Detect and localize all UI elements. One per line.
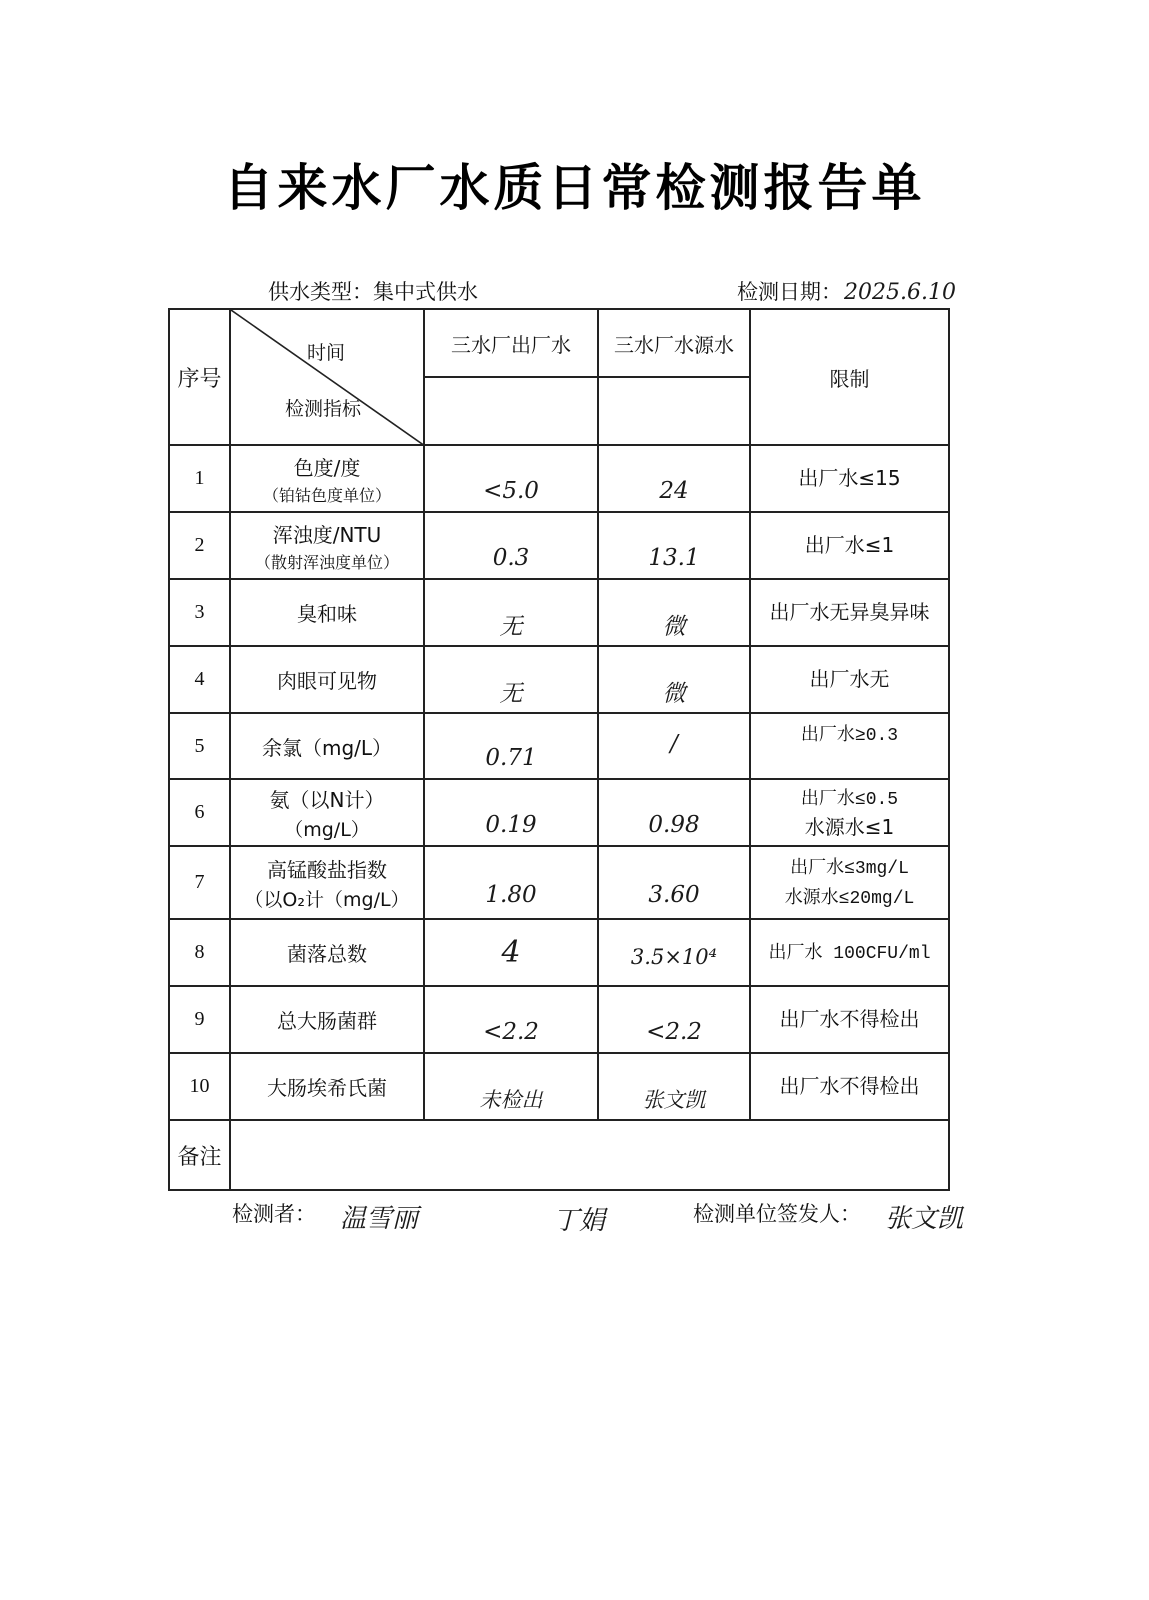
handwritten-value: 无 xyxy=(499,681,523,707)
diagonal-line-icon xyxy=(231,310,424,445)
table-row xyxy=(169,846,949,919)
handwritten-value: <2.2 xyxy=(483,1018,539,1045)
value-source xyxy=(598,986,750,1053)
row-number: 2 xyxy=(169,512,230,579)
value-outlet xyxy=(424,1053,598,1120)
indicator-cell xyxy=(230,713,424,779)
limit-line: 出厂水不得检出 xyxy=(779,1007,920,1031)
limit-cell xyxy=(750,1053,949,1120)
indicator-cell xyxy=(230,986,424,1053)
limit-line: 出厂水≤0.5 xyxy=(800,790,899,810)
limit-line: 出厂水≥0.3 xyxy=(800,726,899,746)
limit-cell xyxy=(750,779,949,846)
handwritten-value: 4 xyxy=(501,935,521,970)
row-number: 6 xyxy=(169,779,230,846)
table-row xyxy=(169,512,949,579)
handwritten-value: 未检出 xyxy=(479,1087,543,1112)
value-outlet xyxy=(424,846,598,919)
indicator-name: 色度/度 xyxy=(293,455,361,480)
date-value: 2025.6.10 xyxy=(844,280,956,305)
indicator-cell xyxy=(230,646,424,713)
table-row xyxy=(169,646,949,713)
handwritten-value: 0.98 xyxy=(648,811,700,838)
indicator-name: 总大肠菌群 xyxy=(277,1009,377,1033)
limit-cell xyxy=(750,646,949,713)
limit-line: 出厂水 100CFU/ml xyxy=(768,943,931,964)
handwritten-value: / xyxy=(670,731,678,757)
row-number: 1 xyxy=(169,445,230,512)
indicator-cell xyxy=(230,779,424,846)
tester-label: 检测者： xyxy=(232,1202,316,1226)
value-source xyxy=(598,445,750,512)
table-row xyxy=(169,1053,949,1120)
indicator-cell xyxy=(230,579,424,646)
limit-cell xyxy=(750,919,949,986)
date-label: 检测日期： xyxy=(737,280,842,304)
row-number: 10 xyxy=(169,1053,230,1120)
value-source xyxy=(598,1053,750,1120)
report-title: 自来水厂水质日常检测报告单 xyxy=(223,159,926,217)
limit-line: 水源水≤1 xyxy=(804,815,895,839)
limit-cell xyxy=(750,846,949,919)
indicator-sub: （散射浑浊度单位） xyxy=(254,552,399,572)
row-number: 9 xyxy=(169,986,230,1053)
header-time: 时间 xyxy=(307,342,346,364)
value-outlet xyxy=(424,713,598,779)
inspection-date xyxy=(737,276,956,306)
limit-cell xyxy=(750,445,949,512)
remarks-content xyxy=(230,1120,949,1190)
limit-line: 出厂水无异臭异味 xyxy=(769,600,930,624)
tester-signature-2: 丁娟 xyxy=(553,1206,606,1236)
header-indicator: 检测指标 xyxy=(285,398,362,420)
indicator-sub: （铂钴色度单位） xyxy=(262,485,391,505)
indicator-sub: （mg/L） xyxy=(284,818,370,841)
row-number: 4 xyxy=(169,646,230,713)
row-number: 8 xyxy=(169,919,230,986)
indicator-name: 菌落总数 xyxy=(287,942,367,966)
limit-cell xyxy=(750,986,949,1053)
value-source xyxy=(598,579,750,646)
indicator-cell xyxy=(230,1053,424,1120)
header-col1: 三水厂出厂水 xyxy=(424,309,598,377)
table-row xyxy=(169,579,949,646)
indicator-cell xyxy=(230,919,424,986)
indicator-cell xyxy=(230,846,424,919)
value-source xyxy=(598,779,750,846)
indicator-name: 氨（以N计） xyxy=(269,787,385,812)
issuer-label: 检测单位签发人： xyxy=(693,1202,861,1226)
value-outlet xyxy=(424,779,598,846)
limit-line: 水源水≤20mg/L xyxy=(784,888,915,909)
indicator-cell xyxy=(230,512,424,579)
handwritten-value: 微 xyxy=(662,681,686,707)
handwritten-value: 无 xyxy=(499,614,523,640)
handwritten-value: 3.5×10⁴ xyxy=(630,944,718,969)
header-col2: 三水厂水源水 xyxy=(598,309,750,377)
value-source xyxy=(598,512,750,579)
value-outlet xyxy=(424,646,598,713)
value-outlet xyxy=(424,579,598,646)
table-row xyxy=(169,779,949,846)
row-number: 7 xyxy=(169,846,230,919)
limit-cell xyxy=(750,713,949,779)
header-col2-blank xyxy=(598,377,750,445)
remarks-row xyxy=(169,1120,949,1190)
limit-line: 出厂水无 xyxy=(809,667,890,691)
limit-line: 出厂水≤1 xyxy=(804,533,895,557)
indicator-name: 高锰酸盐指数 xyxy=(267,857,387,882)
table-row xyxy=(169,713,949,779)
indicator-name: 臭和味 xyxy=(297,602,357,626)
limit-cell xyxy=(750,512,949,579)
supply-type: 供水类型：集中式供水 xyxy=(268,280,478,304)
row-number: 3 xyxy=(169,579,230,646)
handwritten-value: 24 xyxy=(659,477,689,504)
header-limit: 限制 xyxy=(750,309,949,445)
header-seq: 序号 xyxy=(169,309,230,445)
limit-line: 出厂水≤3mg/L xyxy=(790,858,909,879)
handwritten-value: 0.19 xyxy=(485,811,537,838)
limit-line: 出厂水不得检出 xyxy=(779,1074,920,1098)
indicator-cell xyxy=(230,445,424,512)
handwritten-value: 张文凯 xyxy=(642,1087,706,1112)
value-outlet xyxy=(424,986,598,1053)
value-source xyxy=(598,919,750,986)
value-outlet xyxy=(424,445,598,512)
handwritten-value: <5.0 xyxy=(483,477,539,504)
table-row xyxy=(169,445,949,512)
limit-line: 出厂水≤15 xyxy=(798,466,901,490)
handwritten-value: 13.1 xyxy=(648,544,700,571)
value-source xyxy=(598,846,750,919)
handwritten-value: 0.71 xyxy=(485,745,537,771)
handwritten-value: 1.80 xyxy=(485,881,537,908)
indicator-sub: （以O₂计（mg/L） xyxy=(244,888,410,911)
indicator-name: 肉眼可见物 xyxy=(277,669,377,693)
header-diagonal-cell xyxy=(230,309,424,445)
indicator-name: 大肠埃希氏菌 xyxy=(267,1076,387,1100)
table-row xyxy=(169,986,949,1053)
tester-signature-1: 温雪丽 xyxy=(340,1204,419,1234)
header-col1-blank xyxy=(424,377,598,445)
value-outlet xyxy=(424,512,598,579)
indicator-name: 余氯（mg/L） xyxy=(261,735,393,760)
row-number: 5 xyxy=(169,713,230,779)
value-source xyxy=(598,646,750,713)
handwritten-value: <2.2 xyxy=(646,1018,702,1045)
report-table xyxy=(168,308,950,1191)
indicator-name: 浑浊度/NTU xyxy=(272,522,382,547)
value-outlet xyxy=(424,919,598,986)
table-row xyxy=(169,919,949,986)
remarks-label: 备注 xyxy=(169,1120,230,1190)
handwritten-value: 0.3 xyxy=(492,544,530,571)
value-source xyxy=(598,713,750,779)
handwritten-value: 3.60 xyxy=(648,881,700,908)
issuer-signature: 张文凯 xyxy=(885,1204,964,1234)
limit-cell xyxy=(750,579,949,646)
handwritten-value: 微 xyxy=(662,614,686,640)
